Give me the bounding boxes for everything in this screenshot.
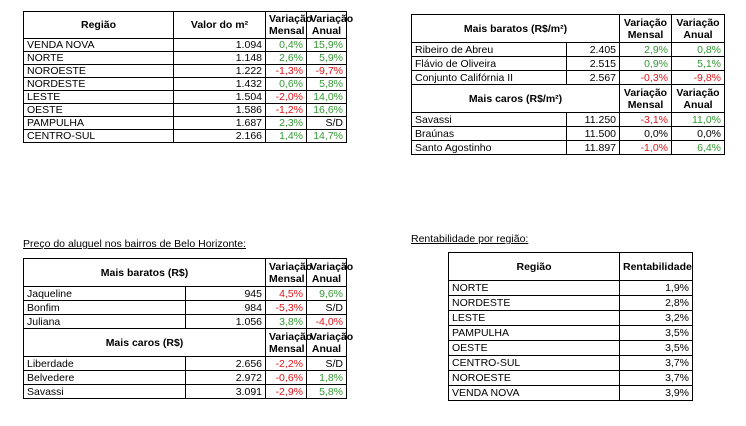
table-row [449, 341, 693, 356]
monthly-variation-cell: 2,3% [266, 117, 307, 130]
region-cell: CENTRO-SUL [24, 130, 174, 143]
group-header: Mais baratos (R$) [24, 259, 266, 287]
monthly-variation-cell: -2,9% [266, 385, 307, 399]
price-cell: 2.515 [567, 57, 620, 71]
region-cell: NORTE [24, 52, 174, 65]
annual-variation-cell: 14,0% [307, 91, 347, 104]
price-cell: 1.094 [174, 39, 266, 52]
table-row [24, 91, 347, 104]
price-cell: 945 [186, 287, 266, 301]
table-row [24, 130, 347, 143]
monthly-variation-cell: 2,6% [266, 52, 307, 65]
table-row [24, 371, 347, 385]
region-cell: CENTRO-SUL [449, 356, 620, 371]
monthly-variation-cell: -3,1% [620, 113, 672, 127]
table-row [24, 315, 347, 329]
price-cell: 1.056 [186, 315, 266, 329]
region-cell: NORTE [449, 281, 620, 296]
price-cell: 984 [186, 301, 266, 315]
cheapest-header-row [24, 259, 347, 287]
region-price-rows [24, 39, 347, 143]
table-row [412, 71, 725, 85]
header-annual-variation: Variação Anual [672, 15, 725, 43]
header-monthly-variation: Variação Mensal [266, 12, 307, 39]
price-cell: 11.250 [567, 113, 620, 127]
table-row [412, 113, 725, 127]
monthly-variation-cell: 4,5% [266, 287, 307, 301]
monthly-variation-cell: 1,4% [266, 130, 307, 143]
neighborhood-cell: Braúnas [412, 127, 567, 141]
price-cell: 11.897 [567, 141, 620, 155]
price-cell: 2.166 [174, 130, 266, 143]
region-cell: NOROESTE [24, 65, 174, 78]
price-cell: 2.405 [567, 43, 620, 57]
profitability-table [448, 252, 693, 401]
annual-variation-cell: 6,4% [672, 141, 725, 155]
annual-variation-cell: 14,7% [307, 130, 347, 143]
table-row [412, 141, 725, 155]
annual-variation-cell: 5,8% [307, 385, 347, 399]
annual-variation-cell: -9,8% [672, 71, 725, 85]
annual-variation-cell: 0,8% [672, 43, 725, 57]
price-cell: 2.656 [186, 357, 266, 371]
table-row [412, 57, 725, 71]
annual-variation-cell: S/D [307, 301, 347, 315]
neighborhood-cell: Liberdade [24, 357, 186, 371]
region-cell: LESTE [449, 311, 620, 326]
profitability-cell: 3,2% [620, 311, 693, 326]
monthly-variation-cell: 0,4% [266, 39, 307, 52]
cheapest-header-row [412, 15, 725, 43]
table-row [412, 43, 725, 57]
rent-neighborhoods-table [23, 258, 354, 399]
annual-variation-cell: 5,1% [672, 57, 725, 71]
price-cell: 3.091 [186, 385, 266, 399]
price-cell: 1.148 [174, 52, 266, 65]
annual-variation-cell: S/D [307, 357, 347, 371]
table-row [24, 287, 347, 301]
table-row [24, 385, 347, 399]
profitability-cell: 3,7% [620, 356, 693, 371]
price-cell: 1.586 [174, 104, 266, 117]
annual-variation-cell: 15,9% [307, 39, 347, 52]
table-row [24, 104, 347, 117]
header-annual-variation: Variação Anual [672, 85, 725, 113]
annual-variation-cell: 5,9% [307, 52, 347, 65]
price-cell: 2.567 [567, 71, 620, 85]
region-cell: NORDESTE [24, 78, 174, 91]
table-row [24, 117, 347, 130]
profitability-cell: 3,5% [620, 326, 693, 341]
region-cell: PAMPULHA [24, 117, 174, 130]
table-row [449, 356, 693, 371]
sale-neighborhoods-table [411, 14, 725, 155]
region-cell: VENDA NOVA [24, 39, 174, 52]
region-cell: LESTE [24, 91, 174, 104]
table-row [24, 65, 347, 78]
monthly-variation-cell: -1,3% [266, 65, 307, 78]
group-header: Mais caros (R$/m²) [412, 85, 620, 113]
neighborhood-cell: Belvedere [24, 371, 186, 385]
monthly-variation-cell: 2,9% [620, 43, 672, 57]
neighborhood-cell: Conjunto Califórnia II [412, 71, 567, 85]
price-cell: 2.972 [186, 371, 266, 385]
rent-caption: Preço do aluguel nos bairros de Belo Horizonte: [23, 238, 246, 250]
header-monthly-variation: Variação Mensal [266, 259, 307, 287]
group-header: Mais caros (R$) [24, 329, 266, 357]
most-expensive-header-row [24, 329, 347, 357]
header-region: Região [449, 253, 620, 281]
neighborhood-cell: Flávio de Oliveira [412, 57, 567, 71]
monthly-variation-cell: 0,0% [620, 127, 672, 141]
price-cell: 1.687 [174, 117, 266, 130]
table-row [24, 357, 347, 371]
profitability-rows [449, 281, 693, 401]
table-row [24, 301, 347, 315]
header-annual-variation: Variação Anual [307, 329, 347, 357]
monthly-variation-cell: -5,3% [266, 301, 307, 315]
neighborhood-cell: Savassi [412, 113, 567, 127]
annual-variation-cell: 9,6% [307, 287, 347, 301]
monthly-variation-cell: -1,0% [620, 141, 672, 155]
rent-neighborhoods-rows [24, 259, 354, 399]
neighborhood-cell: Savassi [24, 385, 186, 399]
header-region: Região [24, 12, 174, 39]
monthly-variation-cell: 0,9% [620, 57, 672, 71]
annual-variation-cell: 5,8% [307, 78, 347, 91]
annual-variation-cell: -9,7% [307, 65, 347, 78]
price-cell: 11.500 [567, 127, 620, 141]
region-cell: VENDA NOVA [449, 386, 620, 401]
price-cell: 1.432 [174, 78, 266, 91]
header-profitability: Rentabilidade [620, 253, 693, 281]
table-row [449, 326, 693, 341]
table-row [449, 371, 693, 386]
profitability-cell: 1,9% [620, 281, 693, 296]
monthly-variation-cell: 0,6% [266, 78, 307, 91]
profitability-cell: 3,5% [620, 341, 693, 356]
monthly-variation-cell: -0,3% [620, 71, 672, 85]
region-cell: PAMPULHA [449, 326, 620, 341]
annual-variation-cell: -4,0% [307, 315, 347, 329]
header-annual-variation: Variação Anual [307, 259, 347, 287]
table-row [24, 39, 347, 52]
annual-variation-cell: 16,6% [307, 104, 347, 117]
region-cell: OESTE [449, 341, 620, 356]
region-price-table [23, 11, 354, 143]
monthly-variation-cell: -2,0% [266, 91, 307, 104]
group-header: Mais baratos (R$/m²) [412, 15, 620, 43]
table-row [449, 386, 693, 401]
table-row [24, 78, 347, 91]
profitability-cell: 3,9% [620, 386, 693, 401]
header-price-per-m2: Valor do m² [174, 12, 266, 39]
profitability-caption: Rentabilidade por região: [411, 233, 529, 245]
region-cell: OESTE [24, 104, 174, 117]
most-expensive-header-row [412, 85, 725, 113]
price-cell: 1.222 [174, 65, 266, 78]
header-monthly-variation: Variação Mensal [620, 15, 672, 43]
neighborhood-cell: Bonfim [24, 301, 186, 315]
table-row [449, 311, 693, 326]
price-cell: 1.504 [174, 91, 266, 104]
monthly-variation-cell: 3,8% [266, 315, 307, 329]
annual-variation-cell: 11,0% [672, 113, 725, 127]
region-cell: NOROESTE [449, 371, 620, 386]
monthly-variation-cell: -2,2% [266, 357, 307, 371]
profitability-cell: 2,8% [620, 296, 693, 311]
header-monthly-variation: Variação Mensal [266, 329, 307, 357]
table-row [24, 52, 347, 65]
monthly-variation-cell: -1,2% [266, 104, 307, 117]
profitability-cell: 3,7% [620, 371, 693, 386]
annual-variation-cell: 1,8% [307, 371, 347, 385]
header-monthly-variation: Variação Mensal [620, 85, 672, 113]
header-annual-variation: Variação Anual [307, 12, 347, 39]
region-cell: NORDESTE [449, 296, 620, 311]
annual-variation-cell: 0,0% [672, 127, 725, 141]
table-row [412, 127, 725, 141]
table-row [449, 296, 693, 311]
neighborhood-cell: Jaqueline [24, 287, 186, 301]
sale-neighborhoods-rows [412, 15, 725, 155]
neighborhood-cell: Ribeiro de Abreu [412, 43, 567, 57]
annual-variation-cell: S/D [307, 117, 347, 130]
table-row [449, 281, 693, 296]
monthly-variation-cell: -0,6% [266, 371, 307, 385]
neighborhood-cell: Juliana [24, 315, 186, 329]
neighborhood-cell: Santo Agostinho [412, 141, 567, 155]
